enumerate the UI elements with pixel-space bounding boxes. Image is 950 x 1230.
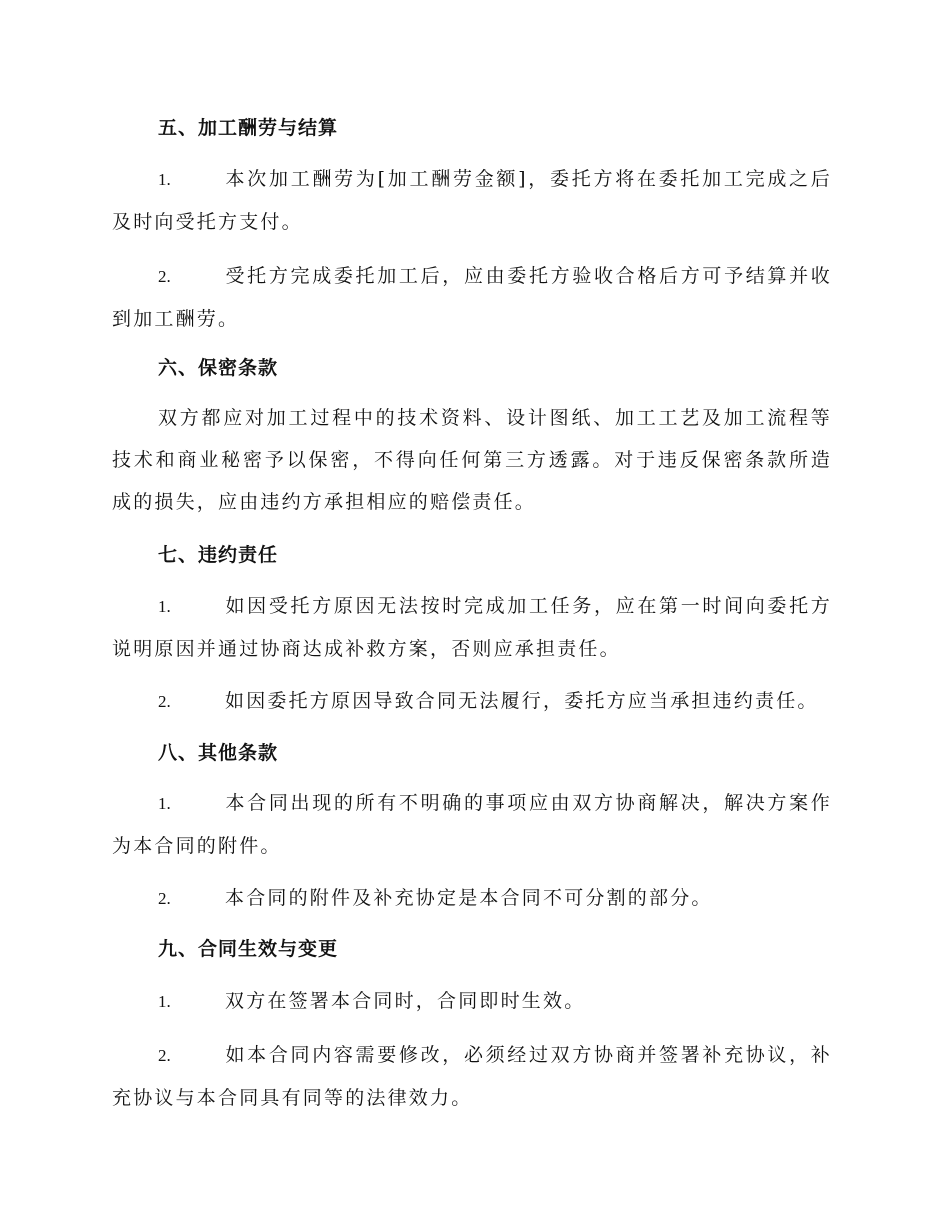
clause-text: 本合同的附件及补充协定是本合同不可分割的部分。 <box>225 887 713 909</box>
clause-number: 2. <box>158 889 171 908</box>
clause-7-1 <box>112 585 832 670</box>
clause-text: 如因受托方原因无法按时完成加工任务，应在第一时间向委托方说明原因并通过协商达成补救方案，否则应承担责任。 <box>112 595 832 660</box>
section-heading-6: 六、保密条款 <box>158 357 279 379</box>
clause-text: 本合同出现的所有不明确的事项应由双方协商解决，解决方案作为本合同的附件。 <box>112 792 832 857</box>
clause-text: 如因委托方原因导致合同无法履行，委托方应当承担违约责任。 <box>225 690 819 712</box>
clause-number: 1. <box>158 597 171 616</box>
clause-text: 如本合同内容需要修改，必须经过双方协商并签署补充协议，补充协议与本合同具有同等的法律效力。 <box>112 1044 832 1109</box>
confidentiality-paragraph: 双方都应对加工过程中的技术资料、设计图纸、加工工艺及加工流程等技术和商业秘密予以保密，不得向任何第三方透露。对于违反保密条款所造成的损失，应由违约方承担相应的赔偿责任。 <box>112 407 832 513</box>
clause-8-2 <box>112 877 832 920</box>
clause-text: 受托方完成委托加工后，应由委托方验收合格后方可予结算并收到加工酬劳。 <box>112 265 832 330</box>
section-heading-7: 七、违约责任 <box>158 544 279 566</box>
clause-number: 1. <box>158 794 171 813</box>
clause-number: 2. <box>158 267 171 286</box>
clause-7-2 <box>112 680 832 723</box>
clause-8-1 <box>112 782 832 867</box>
clause-5-2 <box>112 255 832 340</box>
clause-number: 2. <box>158 1046 171 1065</box>
clause-number: 1. <box>158 992 171 1011</box>
clause-number: 1. <box>158 170 171 189</box>
section-heading-8: 八、其他条款 <box>158 742 279 764</box>
clause-text: 双方在签署本合同时，合同即时生效。 <box>225 990 586 1012</box>
clause-number: 2. <box>158 692 171 711</box>
clause-9-1 <box>112 980 832 1023</box>
section-heading-5: 五、加工酬劳与结算 <box>158 117 339 139</box>
clause-text: 本次加工酬劳为[加工酬劳金额]，委托方将在委托加工完成之后及时向受托方支付。 <box>112 168 832 233</box>
section-heading-9: 九、合同生效与变更 <box>158 938 339 960</box>
clause-9-2 <box>112 1034 832 1119</box>
clause-5-1 <box>112 158 832 243</box>
